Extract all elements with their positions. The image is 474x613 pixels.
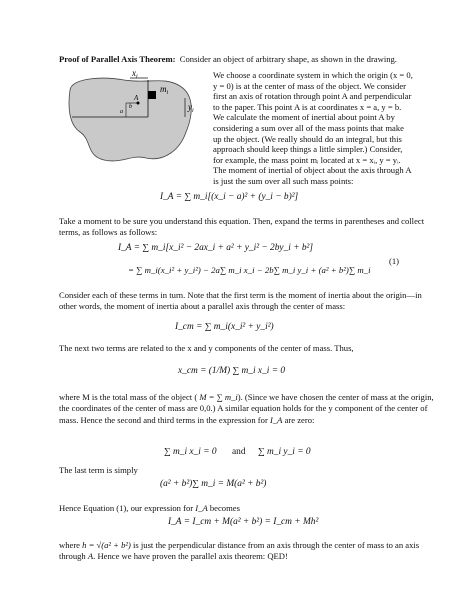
equation-2-line-1: I_A = ∑ m_i[x_i² − 2ax_i + a² + y_i² − 2by_i + b²] — [118, 243, 314, 253]
fig-label-A: A — [134, 94, 139, 102]
heading-title: Proof of Parallel Axis Theorem: — [59, 54, 176, 64]
ia-inline-1: I_A — [269, 414, 283, 425]
equation-number-1: (1) — [389, 256, 400, 266]
heading-line — [59, 54, 439, 65]
equation-3: I_cm = ∑ m_i(x_i² + y_i²) — [175, 322, 274, 332]
fig-label-y: $y_i$ — [188, 102, 194, 114]
intro-paragraph-line: The moment of inertial of object about the axis through A — [213, 165, 412, 176]
total-mass-inline: M = ∑ m_i — [199, 392, 238, 402]
paragraph-6: The last term is simply — [59, 465, 138, 475]
intro-paragraph-line: We calculate the moment of inertial about point A by — [213, 112, 395, 123]
paragraph-2: Take a moment to be sure you understand this equation. Then, expand the terms in parentheses and collect terms, as follows as follows: — [59, 216, 425, 238]
fig-label-a: a — [120, 109, 123, 115]
ia-inline-2: I_A — [195, 503, 208, 513]
fig-label-m: $m_i$ — [160, 84, 169, 96]
intro-paragraph-line: approach should keep things a little simpler.) Consider, — [213, 144, 403, 155]
equation-5b: ∑ m_i y_i = 0 — [258, 447, 311, 457]
equation-5a: ∑ m_i x_i = 0 — [164, 447, 217, 457]
equation-1: I_A = ∑ m_i[(x_i − a)² + (y_i − b)²] — [160, 192, 299, 202]
equation-2-line-2: = ∑ m_i(x_i² + y_i²) − 2a∑ m_i x_i − 2b∑ m_i y_i + (a² + b²)∑ m_i — [128, 265, 371, 275]
paragraph-7: Hence Equation (1), our expression for I_A becomes — [59, 503, 240, 513]
paragraph-8: where h = √(a² + b²) is just the perpendicular distance from an axis through the center of mass to an axis through A. Hence we have proven the parallel axis theorem: QED! — [59, 540, 420, 562]
object-blob — [69, 78, 191, 161]
intro-paragraph-line: y = 0) is at the center of mass of the object. We consider — [213, 80, 406, 91]
fig-label-b: b — [129, 104, 132, 110]
paragraph-3: Consider each of these terms in turn. Note that the first term is the moment of inertia about the origin—in other words, the moment of inertia about a parallel axis through the center of mass: — [59, 290, 422, 312]
paragraph-5: where M is the total mass of the object ( M = ∑ m_i). (Since we have chosen the center of mass at the origin, the coordinates of the center of mass are 0,0.) A similar equation holds for the y component of the center of mass. Hence the second and third terms in the expression for I_A are zero: — [59, 392, 434, 425]
intro-paragraph-line: considering a sum over all of the mass points that make — [213, 123, 404, 133]
heading-intro: Consider an object of arbitrary shape, as shown in the drawing. — [179, 54, 397, 64]
intro-paragraph-line: first an axis of rotation through point A and perpendicular — [213, 91, 412, 102]
fig-label-x: $x_i$ — [132, 70, 138, 80]
intro-paragraph-line: to the paper. This point A is at coordinates x = a, y = b. — [213, 101, 402, 112]
equation-6: (a² + b²)∑ m_i = M(a² + b²) — [160, 479, 267, 489]
mass-point — [148, 91, 156, 99]
intro-paragraph-line: for example, the mass point mᵢ located at x = xᵢ, y = yᵢ. — [213, 154, 401, 165]
equation-4: x_cm = (1/M) ∑ m_i x_i = 0 — [178, 366, 286, 376]
equation-7: I_A = I_cm + M(a² + b²) = I_cm + Mh² — [168, 517, 319, 527]
intro-paragraph-line: is just the sum over all such mass points: — [213, 176, 354, 186]
paragraph-4: The next two terms are related to the x and y components of the center of mass. Thus, — [59, 343, 354, 353]
object-diagram — [62, 70, 210, 170]
equation-5-and: and — [232, 447, 246, 457]
h-definition: h = √(a² + b²) — [82, 540, 131, 550]
intro-paragraph-line: We choose a coordinate system in which the origin (x = 0, — [213, 70, 413, 80]
intro-paragraph-line: up the object. (We really should do an integral, but this — [213, 133, 402, 144]
